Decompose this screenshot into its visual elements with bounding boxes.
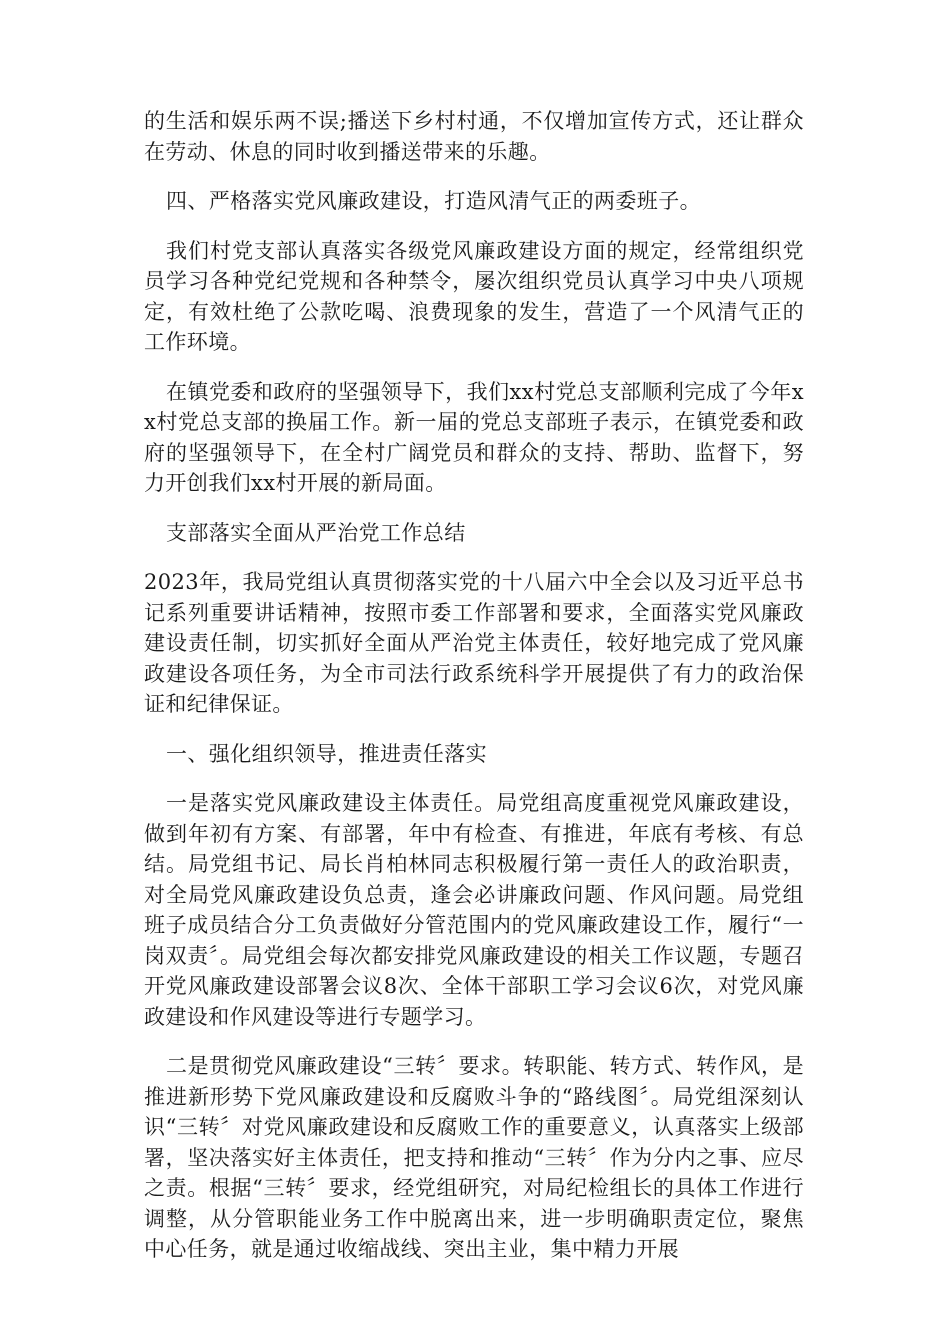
document-title: 支部落实全面从严治党工作总结 — [166, 520, 466, 545]
paragraph-1: 的生活和娱乐两不误;播送下乡村村通，不仅增加宣传方式，还让群众在劳动、休息的同时收到播送带来的乐趣。 — [144, 109, 804, 164]
paragraph-4: 2023年，我局党组认真贯彻落实党的十八届六中全会以及习近平总书记系列重要讲话精神，按照市委工作部署和要求，全面落实党风廉政建设责任制，切实抓好全面从严治党主体责任，较好地完成了党风廉政建设各项任务，为全市司法行政系统科学开展提供了有力的政治保证和纪律保证。 — [144, 570, 804, 716]
document-page — [144, 106, 804, 1284]
section-heading-1: 一、强化组织领导，推进责任落实 — [166, 741, 487, 766]
paragraph-2: 我们村党支部认真落实各级党风廉政建设方面的规定，经常组织党员学习各种党纪党规和各种禁令，屡次组织党员认真学习中央八项规定，有效杜绝了公款吃喝、浪费现象的发生，营造了一个风清气正的工作环境。 — [144, 238, 804, 354]
paragraph-6: 二是贯彻党风廉政建设“三转〞要求。转职能、转方式、转作风，是推进新形势下党风廉政建设和反腐败斗争的“路线图〞。局党组深刻认识“三转〞对党风廉政建设和反腐败工作的重要意义，认真落实上级部署，坚决落实好主体责任，把支持和推动“三转〞作为分内之事、应尽之责。根据“三转〞要求，经党组研究，对局纪检组长的具体工作进行调整，从分管职能业务工作中脱离出来，进一步明确职责定位，聚焦中心任务，就是通过收缩战线、突出主业，集中精力开展 — [144, 1054, 804, 1261]
paragraph-3: 在镇党委和政府的坚强领导下，我们xx村党总支部顺利完成了今年xx村党总支部的换届工作。新一届的党总支部班子表示，在镇党委和政府的坚强领导下，在全村广阔党员和群众的支持、帮助、监督下，努力开创我们xx村开展的新局面。 — [144, 379, 804, 495]
paragraph-5: 一是落实党风廉政建设主体责任。局党组高度重视党风廉政建设，做到年初有方案、有部署，年中有检查、有推进，年底有考核、有总结。局党组书记、局长肖柏林同志积极履行第一责任人的政治职责，对全局党风廉政建设负总责，逢会必讲廉政问题、作风问题。局党组班子成员结合分工负责做好分管范围内的党风廉政建设工作，履行“一岗双责〞。局党组会每次都安排党风廉政建设的相关工作议题，专题召开党风廉政建设部署会议8次、全体干部职工学习会议6次，对党风廉政建设和作风建设等进行专题学习。 — [144, 791, 804, 1029]
section-heading-4: 四、严格落实党风廉政建设，打造风清气正的两委班子。 — [166, 189, 701, 213]
